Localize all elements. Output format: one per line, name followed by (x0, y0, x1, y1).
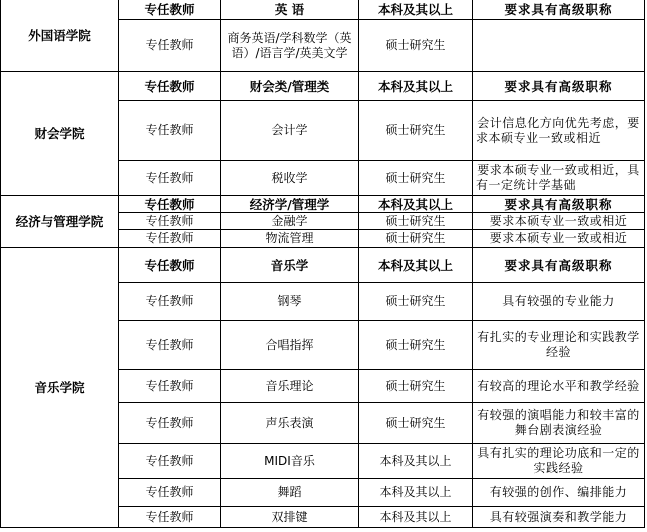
college-name: 外国语学院 (1, 0, 119, 72)
major-cell: 合唱指挥 (221, 321, 359, 370)
header-degree: 本科及其以上 (359, 196, 473, 213)
header-requirement: 要求具有高级职称 (473, 196, 645, 213)
major-cell: 音乐理论 (221, 370, 359, 403)
position-cell: 专任教师 (119, 507, 221, 528)
requirement-cell: 有较强的创作、编排能力 (473, 479, 645, 507)
header-major: 经济学/管理学 (221, 196, 359, 213)
header-major: 英 语 (221, 0, 359, 20)
requirement-cell: 会计信息化方向优先考虑，要求本硕专业一致或相近 (473, 101, 645, 161)
position-cell: 专任教师 (119, 403, 221, 444)
degree-cell: 硕士研究生 (359, 283, 473, 321)
position-cell: 专任教师 (119, 370, 221, 403)
position-cell: 专任教师 (119, 230, 221, 248)
header-position: 专任教师 (119, 248, 221, 283)
degree-cell: 本科及其以上 (359, 507, 473, 528)
requirement-cell: 具有较强演奏和教学能力 (473, 507, 645, 528)
major-cell: MIDI音乐 (221, 444, 359, 479)
position-cell: 专任教师 (119, 161, 221, 196)
degree-cell: 硕士研究生 (359, 230, 473, 248)
position-cell: 专任教师 (119, 479, 221, 507)
header-major: 财会类/管理类 (221, 72, 359, 101)
header-requirement: 要求具有高级职称 (473, 0, 645, 20)
header-requirement: 要求具有高级职称 (473, 248, 645, 283)
header-degree: 本科及其以上 (359, 72, 473, 101)
college-name: 经济与管理学院 (1, 196, 119, 248)
major-cell: 会计学 (221, 101, 359, 161)
major-cell: 税收学 (221, 161, 359, 196)
major-cell: 金融学 (221, 213, 359, 230)
requirement-cell: 要求本硕专业一致或相近 (473, 230, 645, 248)
header-position: 专任教师 (119, 0, 221, 20)
college-name: 财会学院 (1, 72, 119, 196)
requirement-cell: 有较强的演唱能力和较丰富的舞台剧表演经验 (473, 403, 645, 444)
major-cell: 双排键 (221, 507, 359, 528)
degree-cell: 硕士研究生 (359, 403, 473, 444)
requirement-cell: 要求本硕专业一致或相近，具有一定统计学基础 (473, 161, 645, 196)
table-row (1, 0, 645, 20)
requirement-cell: 要求本硕专业一致或相近 (473, 213, 645, 230)
position-cell: 专任教师 (119, 213, 221, 230)
degree-cell: 硕士研究生 (359, 101, 473, 161)
table-row (1, 248, 645, 283)
position-cell: 专任教师 (119, 283, 221, 321)
requirement-cell: 有扎实的专业理论和实践教学经验 (473, 321, 645, 370)
degree-cell: 硕士研究生 (359, 20, 473, 72)
degree-cell: 本科及其以上 (359, 444, 473, 479)
degree-cell: 硕士研究生 (359, 161, 473, 196)
header-position: 专任教师 (119, 72, 221, 101)
college-name: 音乐学院 (1, 248, 119, 528)
header-requirement: 要求具有高级职称 (473, 72, 645, 101)
major-cell: 商务英语/学科数学（英语）/语言学/英美文学 (221, 20, 359, 72)
table-row (1, 196, 645, 213)
requirement-cell: 具有较强的专业能力 (473, 283, 645, 321)
header-position: 专任教师 (119, 196, 221, 213)
major-cell: 舞蹈 (221, 479, 359, 507)
position-cell: 专任教师 (119, 321, 221, 370)
header-degree: 本科及其以上 (359, 0, 473, 20)
header-degree: 本科及其以上 (359, 248, 473, 283)
major-cell: 声乐表演 (221, 403, 359, 444)
degree-cell: 硕士研究生 (359, 321, 473, 370)
degree-cell: 硕士研究生 (359, 213, 473, 230)
requirement-cell: 具有扎实的理论功底和一定的实践经验 (473, 444, 645, 479)
degree-cell: 本科及其以上 (359, 479, 473, 507)
table-row (1, 72, 645, 101)
position-cell: 专任教师 (119, 101, 221, 161)
major-cell: 钢琴 (221, 283, 359, 321)
requirement-cell (473, 20, 645, 72)
requirement-cell: 有较高的理论水平和教学经验 (473, 370, 645, 403)
position-cell: 专任教师 (119, 20, 221, 72)
degree-cell: 硕士研究生 (359, 370, 473, 403)
major-cell: 物流管理 (221, 230, 359, 248)
header-major: 音乐学 (221, 248, 359, 283)
position-cell: 专任教师 (119, 444, 221, 479)
